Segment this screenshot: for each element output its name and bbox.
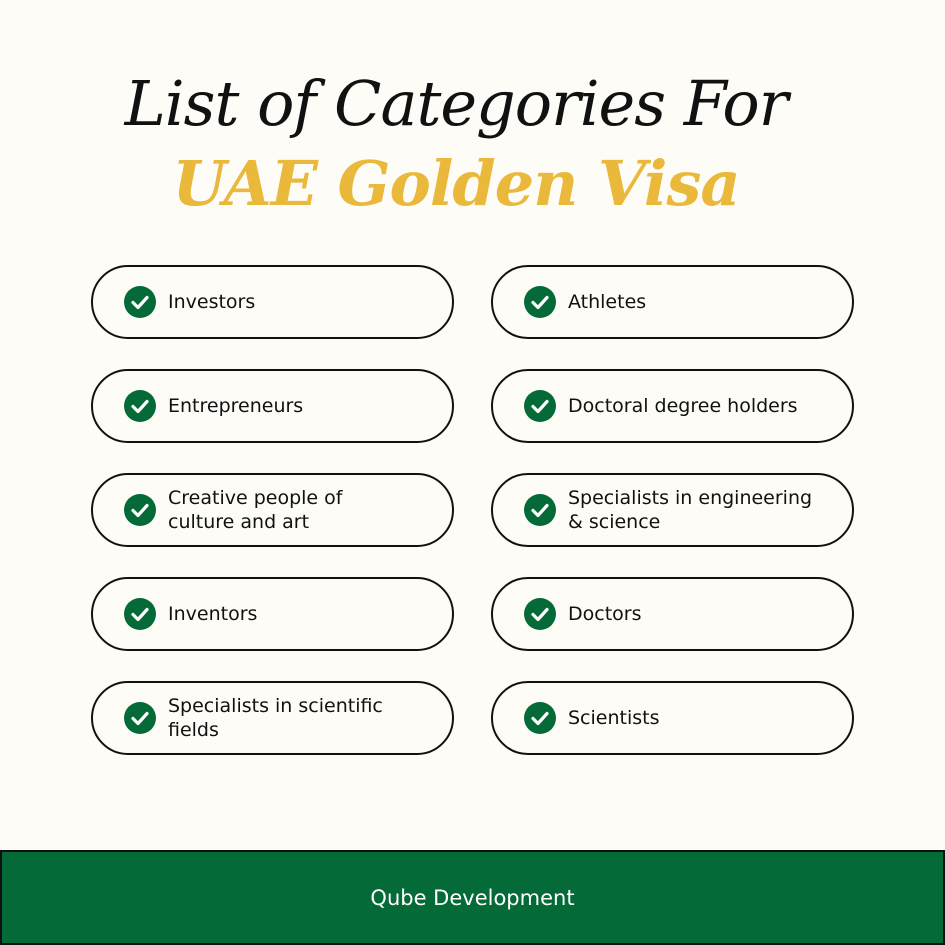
check-circle-icon xyxy=(524,494,556,526)
check-circle-icon xyxy=(124,494,156,526)
category-pill xyxy=(91,473,454,547)
category-label: Inventors xyxy=(168,603,258,625)
check-circle-icon xyxy=(124,390,156,422)
category-pill xyxy=(491,681,854,755)
footer-banner xyxy=(0,850,945,945)
category-pill xyxy=(91,681,454,755)
check-circle-icon xyxy=(124,286,156,318)
category-pill xyxy=(91,265,454,339)
check-circle-icon xyxy=(524,598,556,630)
category-label: Specialists in scientific fields xyxy=(168,695,383,741)
category-label: Entrepreneurs xyxy=(168,395,304,417)
category-label: Specialists in engineering & science xyxy=(568,487,813,533)
check-circle-icon xyxy=(124,702,156,734)
check-circle-icon xyxy=(524,390,556,422)
category-label: Creative people of culture and art xyxy=(168,487,343,533)
category-label: Doctoral degree holders xyxy=(568,395,798,417)
title-line-2: UAE Golden Visa xyxy=(172,147,740,220)
category-pill xyxy=(91,577,454,651)
category-label: Doctors xyxy=(568,603,642,625)
category-grid xyxy=(91,265,854,755)
check-circle-icon xyxy=(124,598,156,630)
category-pill xyxy=(491,577,854,651)
category-pill xyxy=(491,473,854,547)
title-line-1: List of Categories For xyxy=(124,67,788,140)
check-circle-icon xyxy=(524,702,556,734)
category-pill xyxy=(91,369,454,443)
category-label: Scientists xyxy=(568,707,660,729)
category-label: Athletes xyxy=(568,291,647,313)
category-pill xyxy=(491,265,854,339)
check-circle-icon xyxy=(524,286,556,318)
footer-brand-text: Qube Development xyxy=(370,885,575,910)
category-label: Investors xyxy=(168,291,256,313)
category-pill xyxy=(491,369,854,443)
